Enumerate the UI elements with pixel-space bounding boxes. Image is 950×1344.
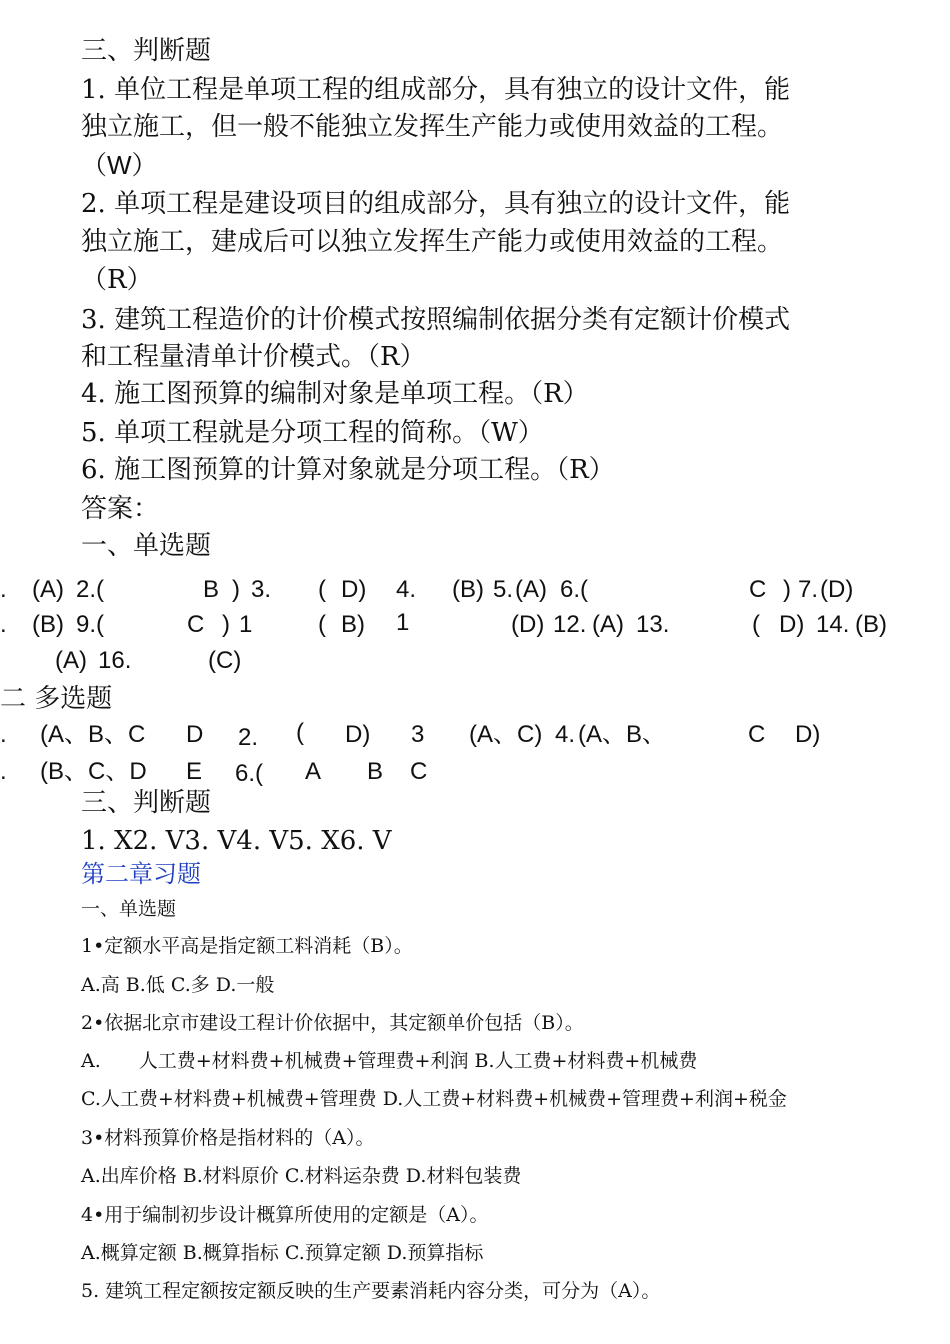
answer-cell: 4. [396,576,417,603]
answer-cell: (A) [515,576,547,603]
chapter-question-1-options: A.高 B.低 C.多 D.一般 [81,974,275,996]
answer-cell: (B、C、D [40,758,147,785]
answer-cell: C [187,611,205,638]
multi-choice-heading: 二 多选题 [0,684,113,714]
judgment-answers: 1. X2. V3. V4. V5. X6. V [81,826,392,856]
question-2-line-1: 2. 单项工程是建设项目的组成部分，具有独立的设计文件，能 [81,189,791,219]
answer-cell: 1 [239,611,253,638]
question-1-answer: （W） [81,150,158,180]
answer-cell: 2.( [76,576,105,603]
question-3-line-2: 和工程量清单计价模式。（R） [81,342,426,372]
answer-cell: 7. [798,576,819,603]
chapter-question-5: 5. 建筑工程定额按定额反映的生产要素消耗内容分类，可分为（A）。 [81,1280,661,1302]
answer-cell: . [0,611,7,638]
chapter-question-4: 4•用于编制初步设计概算所使用的定额是（A）。 [81,1204,489,1226]
answer-cell: ) [232,576,240,603]
single-choice-heading: 一、单选题 [81,531,212,561]
chapter-question-3-options: A.出库价格 B.材料原价 C.材料运杂费 D.材料包装费 [81,1165,522,1187]
answer-cell: 1 [396,609,410,636]
question-1-line-1: 1. 单位工程是单项工程的组成部分，具有独立的设计文件，能 [81,75,791,105]
answer-cell: (A、B、 [578,721,667,748]
answer-cell: 16. [98,647,132,674]
answer-cell: (A、C) [469,721,543,748]
answer-cell: D [186,721,204,748]
answer-cell: ( [318,611,326,638]
answer-cell: 6.( [235,760,264,787]
answer-cell: D) [345,721,371,748]
answer-cell: ) [783,576,791,603]
answer-cell: D) [779,611,805,638]
question-4: 4. 施工图预算的编制对象是单项工程。（R） [81,379,589,409]
answer-cell: 12. [553,611,587,638]
answer-cell: 4. [555,721,576,748]
answer-cell: D) [341,576,367,603]
chapter-question-2: 2•依据北京市建设工程计价依据中，其定额单价包括（B）。 [81,1012,584,1034]
answer-cell: 9.( [76,611,105,638]
answer-cell: 14. [816,611,850,638]
answer-cell: . [0,721,7,748]
answer-cell: (B) [855,611,887,638]
answer-cell: ( [752,611,760,638]
answer-cell: (B) [452,576,484,603]
section-heading: 三、判断题 [81,36,212,66]
answer-cell: B [367,758,384,785]
answer-cell: (D) [820,576,854,603]
answer-cell: C [748,721,766,748]
question-1-line-2: 独立施工，但一般不能独立发挥生产能力或使用效益的工程。 [81,112,784,142]
answer-cell: (B) [32,611,64,638]
answer-cell: (A) [55,647,87,674]
answer-cell: ) [222,611,230,638]
question-2-answer: （R） [81,265,153,295]
chapter-question-4-options: A.概算定额 B.概算指标 C.预算定额 D.预算指标 [81,1242,484,1264]
question-2-line-2: 独立施工，建成后可以独立发挥生产能力或使用效益的工程。 [81,227,784,257]
answer-cell: (A、B、C [40,721,146,748]
chapter-question-2-options-1: A. 人工费+材料费+机械费+管理费+利润 B.人工费+材料费+机械费 [81,1050,698,1072]
answer-cell: 6.( [560,576,589,603]
answer-cell: (D) [511,611,545,638]
chapter-question-1: 1•定额水平高是指定额工料消耗（B）。 [81,935,413,957]
judgment-answers-heading: 三、判断题 [81,788,212,818]
chapter-question-2-options-2: C.人工费+材料费+机械费+管理费 D.人工费+材料费+机械费+管理费+利润+税金 [81,1088,787,1110]
answer-cell: . [0,576,7,603]
answer-cell: 3. [251,576,272,603]
answer-cell: E [186,758,203,785]
answer-cell: ( [318,576,326,603]
question-3-line-1: 3. 建筑工程造价的计价模式按照编制依据分类有定额计价模式 [81,305,791,335]
answer-cell: (C) [208,647,242,674]
answer-cell: B [203,576,220,603]
answer-cell: C [749,576,767,603]
chapter-title: 第二章习题 [81,860,201,888]
answer-cell: D) [795,721,821,748]
answer-cell: (A) [32,576,64,603]
answer-cell: A [305,758,322,785]
answer-cell: 2. [238,724,259,751]
answer-cell: 5. [493,576,514,603]
answer-cell: 3 [411,721,425,748]
answer-cell: 13. [636,611,670,638]
answer-cell: B) [341,611,365,638]
chapter-section-heading: 一、单选题 [81,898,177,920]
answers-title: 答案： [81,494,160,524]
answer-cell: (A) [592,611,624,638]
question-5: 5. 单项工程就是分项工程的简称。（W） [81,418,544,448]
chapter-question-3: 3•材料预算价格是指材料的（A）。 [81,1127,375,1149]
answer-cell: C [410,758,428,785]
question-6: 6. 施工图预算的计算对象就是分项工程。（R） [81,455,615,485]
answer-cell: . [0,758,7,785]
answer-cell: ( [296,719,304,746]
